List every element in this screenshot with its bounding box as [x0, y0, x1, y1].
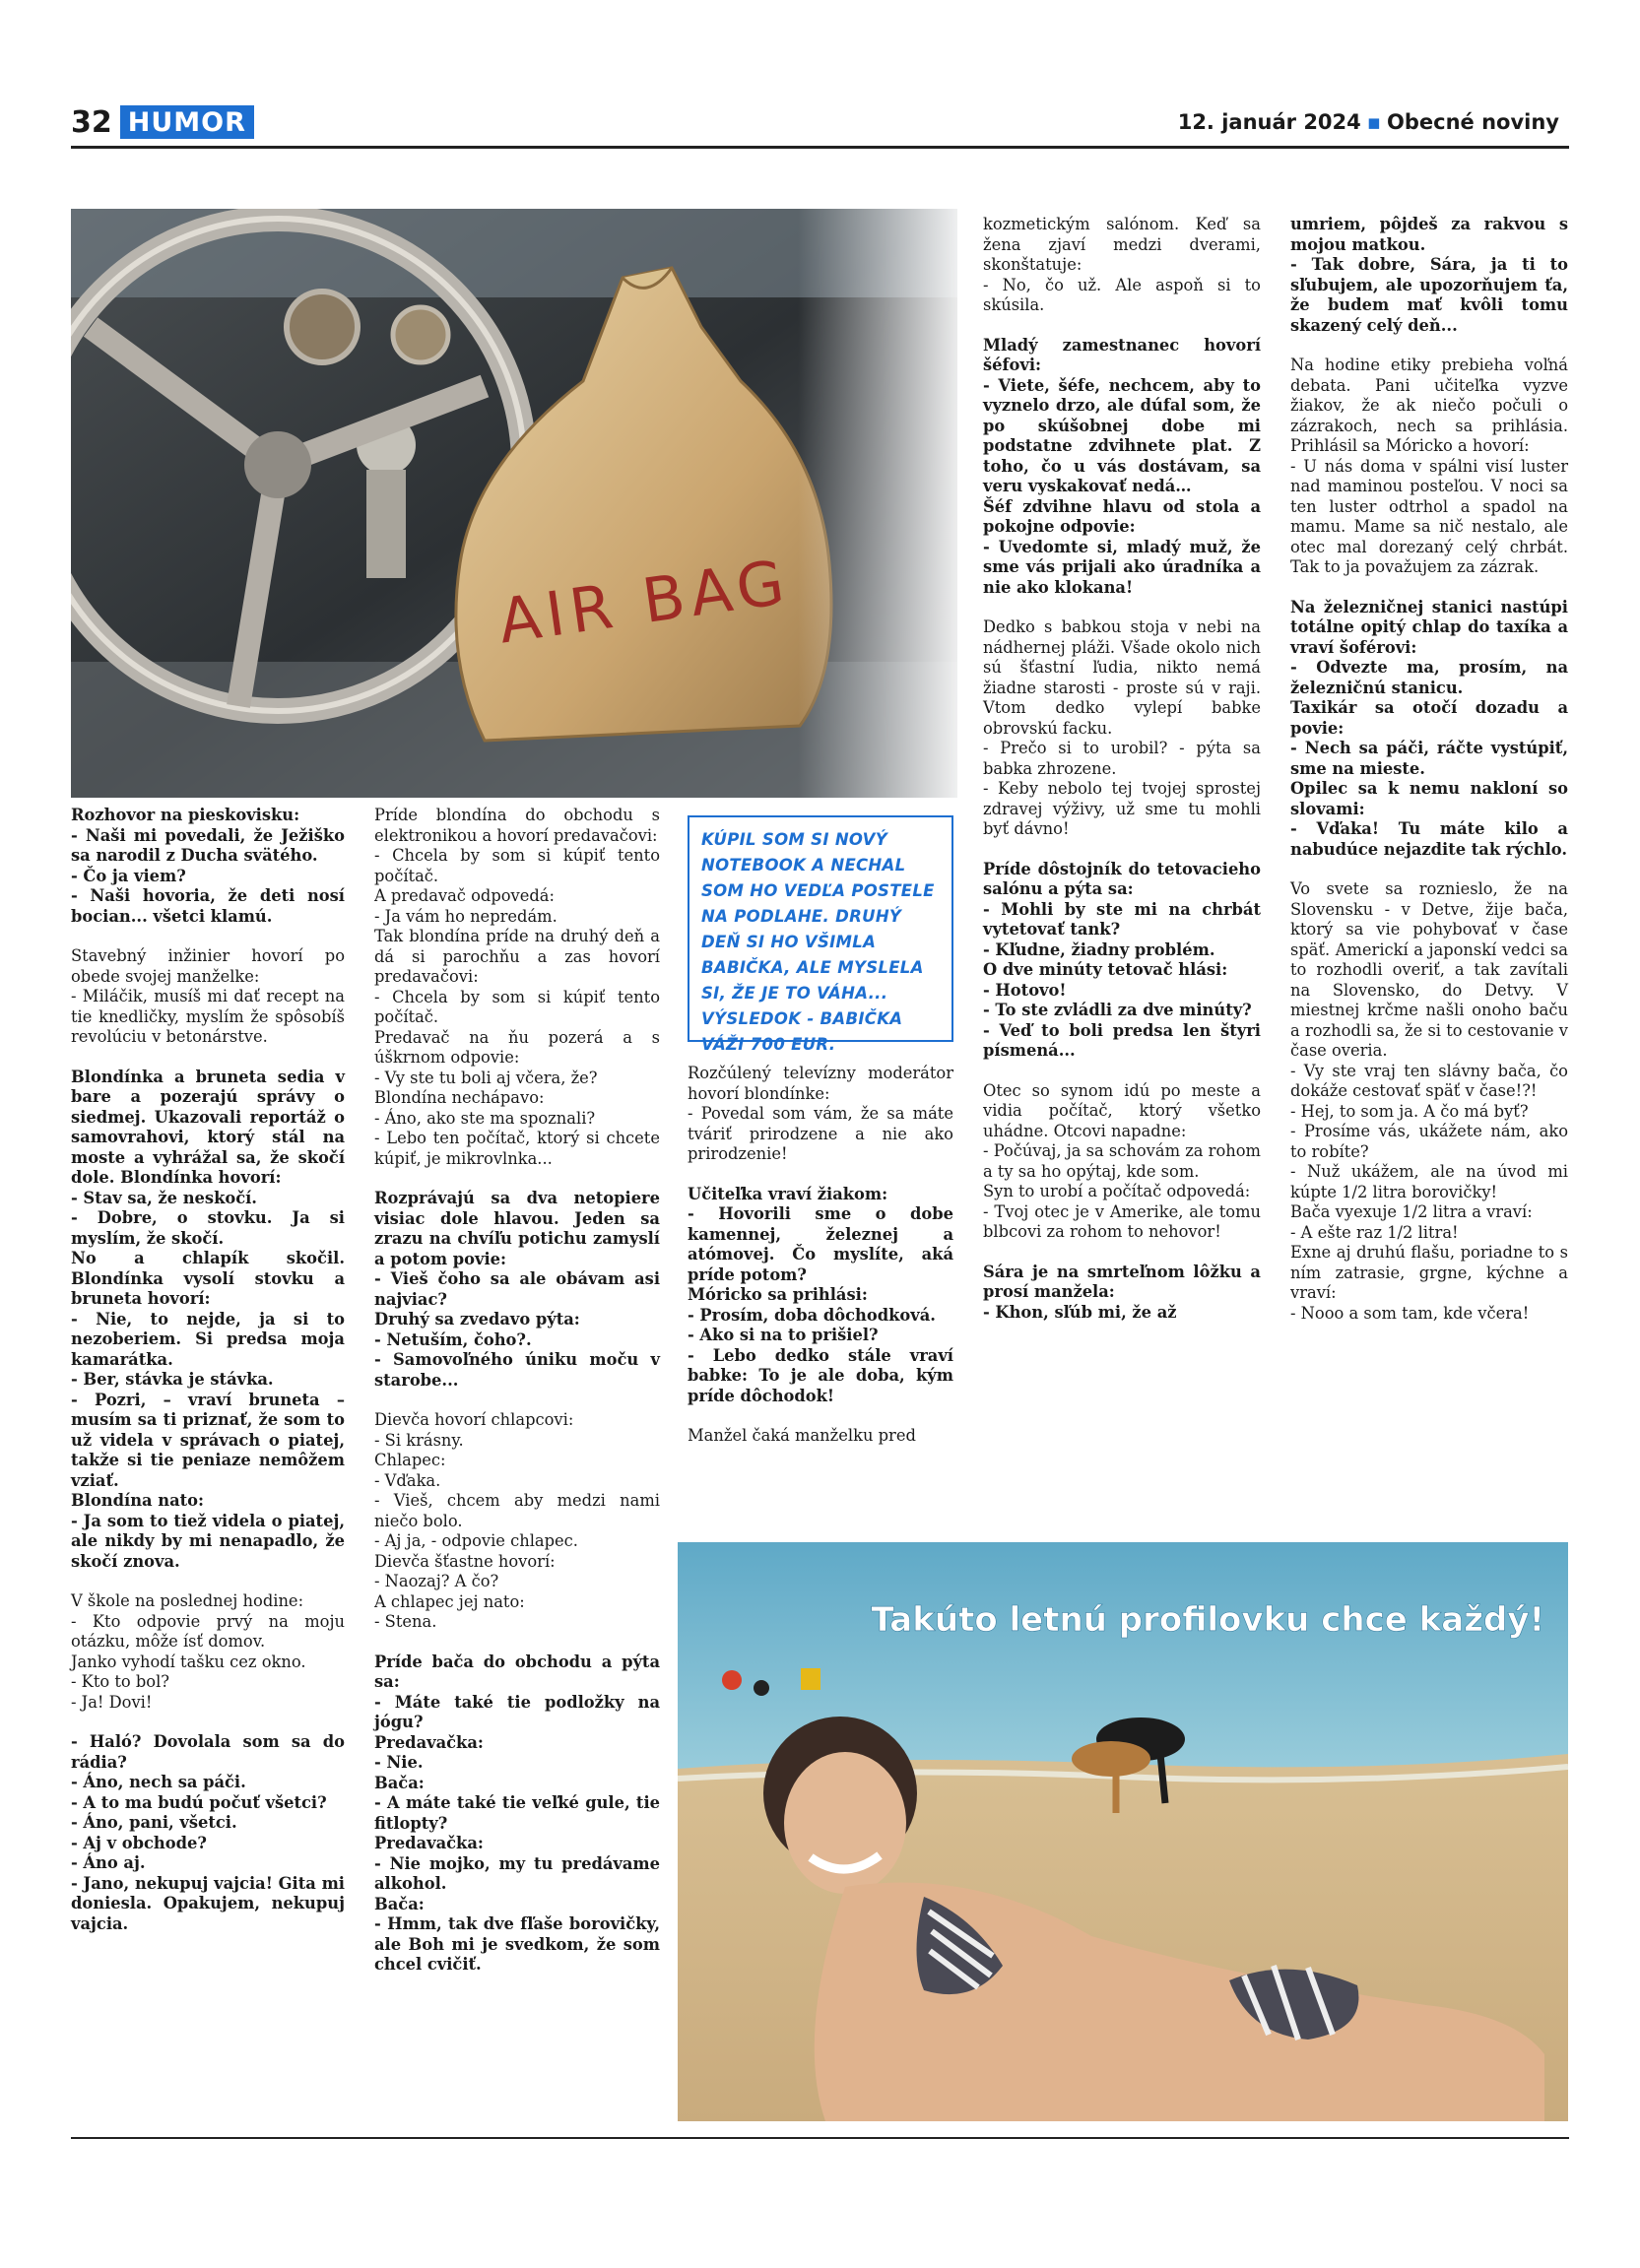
beach-photo [678, 1542, 1568, 2121]
section-label: HUMOR [120, 105, 254, 139]
joke-engineer: Stavebný inžinier hovorí po obede svojej manželke: - Miláčik, musíš mi dať recept na tie knedličky, myslím že spôsobíš revolúciu v betonárstve. [71, 946, 345, 1046]
joke-teacher-ages: Učiteľka vraví žiakom: - Hovorili sme o dobe kamennej, železnej a atómovej. Čo myslíte, aká príde potom? Móricko sa prihlási: - Prosím, doba dôchodková. - Ako si na to prišiel? - Lebo dedko stále vraví babke: To je ale doba, kým príde dôchodok! [688, 1184, 953, 1405]
joke-girl-boy: Dievča hovorí chlapcovi: - Si krásny. Chlapec: - Vďaka. - Vieš, chcem aby medzi nami niečo bolo. - Aj ja, - odpovie chlapec. Dievča šťastne hovorí: - Naozaj? A čo? A chlapec jej nato: - Stena. [374, 1410, 660, 1631]
joke-blonde-brunette: Blondínka a bruneta sedia v bare a pozerajú správy o siedmej. Ukazovali reportáž o samovrahovi, ktorý stál na moste a vyhrážal sa, že skočí dole. Blondínka hovorí: - Stav sa, že neskočí. - Dobre, o stovku. Ja si myslím, že skočí. No a chlapík skočil. Blondínka vysolí stovku a bruneta hovorí: - Nie, to nejde, ja si to nezoberiem. Si predsa moja kamarátka. - Ber, stávka je stávka. - Pozri, – vraví bruneta – musím sa ti priznať, že som to už videla v správach o piatej, takže si tie peniaze nemôžem vziať. Blondína nato: - Ja som to tiež videla o piatej, ale nikdy by mi nenapadlo, že skočí znova. [71, 1067, 345, 1571]
publication-name: Obecné noviny [1387, 110, 1559, 134]
column-5 [1290, 215, 1568, 1324]
airbag-illustration [71, 209, 957, 798]
airbag-photo [71, 209, 957, 798]
joke-heaven: Dedko s babkou stoja v nebi na nádhernej pláži. Všade okolo nich sú šťastní ľudia, nikto nemá žiadne starosti - proste sú v raji. Vtom dedko vylepí babke obrovskú facku. - Prečo si to urobil? - pýta sa babka zhrozene. - Keby nebolo tej tvojej sprostej zdravej výživy, už sme tu mohli byť dávno! [983, 617, 1261, 838]
issue-date: 12. január 2024 [1177, 110, 1361, 134]
joke-salon-cont: kozmetickým salónom. Keď sa žena zjaví medzi dverami, skonštatuje: - No, čo už. Ale aspoň si to skúsila. [983, 215, 1261, 314]
joke-computer-guess: Otec so synom idú po meste a vidia počítač, ktorý všetko uhádne. Otcovi napadne: - Počúvaj, ja sa schovám za rohom a ty sa ho opýtaj, kde som. Syn to urobí a počítač odpovedá: - Tvoj otec je v Amerike, ale tomu blbcovi za rohom to nehovor! [983, 1080, 1261, 1241]
column-4 [983, 215, 1261, 1323]
column-2 [374, 806, 660, 1995]
joke-radio: - Haló? Dovolala som sa do rádia? - Áno, nech sa páči. - A to ma budú počuť všetci? - Áno, pani, všetci. - Aj v obchode? - Áno aj. - Jano, nekupuj vajcia! Gita mi doniesla. Opakujem, nekupuj vajcia. [71, 1732, 345, 1933]
joke-tattoo: Príde dôstojník do tetovacieho salónu a pýta sa: - Mohli by ste mi na chrbát vytetovať tank? - Kľudne, žiadny problém. O dve minúty tetovač hlási: - Hotovo! - To ste zvládli za dve minúty? - Veď to boli predsa len štyri písmená... [983, 859, 1261, 1060]
joke-bats: Rozprávajú sa dva netopiere visiac dole hlavou. Jeden sa zrazu na chvíľu potichu zamyslí a potom povie: - Vieš čoho sa ale obávam asi najviac? Druhý sa zvedavo pýta: - Netuším, čoho?. - Samovoľného úniku moču v starobe... [374, 1189, 660, 1390]
joke-employee: Mladý zamestnanec hovorí šéfovi: - Viete, šéfe, nechcem, aby to vyznelo drzo, ale dúfal som, že po skúšobnej dobe mi podstatne zdvihnete plat. Z toho, čo u vás dostávam, sa veru vyskakovať nedá… Šéf zdvihne hlavu od stola a pokojne odpovie: - Uvedomte si, mladý muž, že sme vás prijali ako úradníka a nie ako klokana! [983, 335, 1261, 597]
callout-box: KÚPIL SOM SI NOVÝ NOTEBOOK A NECHAL SOM HO VEDĽA POSTELE NA PODLAHE. DRUHÝ DEŇ SI HO VŠIMLA BABIČKA, ALE MYSLELA SI, ŽE JE TO VÁHA... VÝSLEDOK - BABIČKA VÁŽI 700 EUR. [688, 815, 953, 1042]
column-1 [71, 806, 345, 1954]
joke-sara-cont: umriem, pôjdeš za rakvou s mojou matkou. - Tak dobre, Sára, ja ti to sľubujem, ale upozorňujem ťa, že budem mať kvôli tomu skazený celý deň... [1290, 215, 1568, 335]
page-number: 32 [71, 104, 112, 140]
joke-time-travel: Vo svete sa roznieslo, že na Slovensku - v Detve, žije bača, ktorý sa vie pohybovať v čase späť. Americkí a japonskí vedci sa to rozhodli overiť, a tak zavítali na Slovensko, do Detvy. V miestnej krčme našli onoho baču a rozhodli sa, že si to cestovanie v čase overia. - Vy ste vraj ten slávny bača, čo dokáže cestovať späť v čase!?! - Hej, to som ja. A čo má byť? - Prosíme vás, ukážete nám, ako to robíte? - Nuž ukážem, ale na úvod mi kúpte 1/2 litra borovičky! Bača vyexuje 1/2 litra a vraví: - A ešte raz 1/2 litra! Exne aj druhú flašu, poriadne to s ním zatrasie, grgne, kýchne a vraví: - Nooo a som tam, kde včera! [1290, 879, 1568, 1323]
beach-caption: Takúto letnú profilovku chce každý! [871, 1600, 1544, 1640]
joke-ethics: Na hodine etiky prebieha voľná debata. Pani učiteľka vyzve žiakov, že ak niečo počuli o zázrakoch, nech sa prihlásia. Prihlásil sa Móricko a hovorí: - U nás doma v spálni visí luster nad maminou posteľou. V noci sa ten luster odtrhol a spadol na mamu. Mame sa nič nestalo, ale otec mal dorezaný celý chrbát. Tak to ja považujem za zázrak. [1290, 356, 1568, 576]
joke-husband-waits: Manžel čaká manželku pred [688, 1426, 916, 1445]
joke-baca-shop: Príde bača do obchodu a pýta sa: - Máte také tie podložky na jógu? Predavačka: - Nie. Bača: - A máte také tie veľké gule, tie fitlopty? Predavačka: - Nie mojko, my tu predávame alkohol. Bača: - Hmm, tak dve fľaše borovičky, ale Boh mi je svedkom, že som chcel cvičiť. [374, 1652, 660, 1974]
header-rule [71, 146, 1569, 149]
joke-school: V škole na poslednej hodine: - Kto odpovie prvý na moju otázku, môže ísť domov. Janko vyhodí tašku cez okno. - Kto to bol? - Ja! Dovi! [71, 1591, 345, 1712]
joke-sara: Sára je na smrteľnom lôžku a prosí manžela: - Khon, sľúb mi, že až [983, 1262, 1261, 1322]
joke-sandbox: Rozhovor na pieskovisku: - Naši mi povedali, že Ježiško sa narodil z Ducha svätého. - Čo ja viem? - Naši hovoria, že deti nosí bocian... všetci klamú. [71, 806, 345, 926]
page-header-right [1178, 110, 1559, 134]
joke-taxi: Na železničnej stanici nastúpi totálne opitý chlap do taxíka a vraví šoférovi: - Odvezte ma, prosím, na železničnú stanicu. Taxikár sa otočí dozadu a povie: - Nech sa páči, ráčte vystúpiť, sme na mieste. Opilec sa k nemu nakloní so slovami: - Vďaka! Tu máte kilo a nabudúce nejazdite tak rýchlo. [1290, 597, 1568, 859]
header-separator: ▪ [1366, 110, 1382, 134]
footer-rule [71, 2137, 1569, 2139]
column-3 [688, 1064, 953, 1447]
joke-computer-store: Príde blondína do obchodu s elektronikou a hovorí predavačovi: - Chcela by som si kúpiť tento počítač. A predavač odpovedá: - Ja vám ho nepredám. Tak blondína príde na druhý deň a dá si parochňu a zas hovorí predavačovi: - Chcela by som si kúpiť tento počítač. Predavač na ňu pozerá a s úškrnom odpovie: - Vy ste tu boli aj včera, že? Blondína nechápavo: - Áno, ako ste ma spoznali? - Lebo ten počítač, ktorý si chcete kúpiť, je mikrovlnka... [374, 806, 660, 1168]
beach-illustration [678, 1542, 1568, 2121]
joke-tv-moderator: Rozčúlený televízny moderátor hovorí blondínke: - Povedal som vám, že sa máte tváriť prirodzene a nie ako prirodzenie! [688, 1064, 953, 1163]
page-header-left [71, 102, 254, 142]
